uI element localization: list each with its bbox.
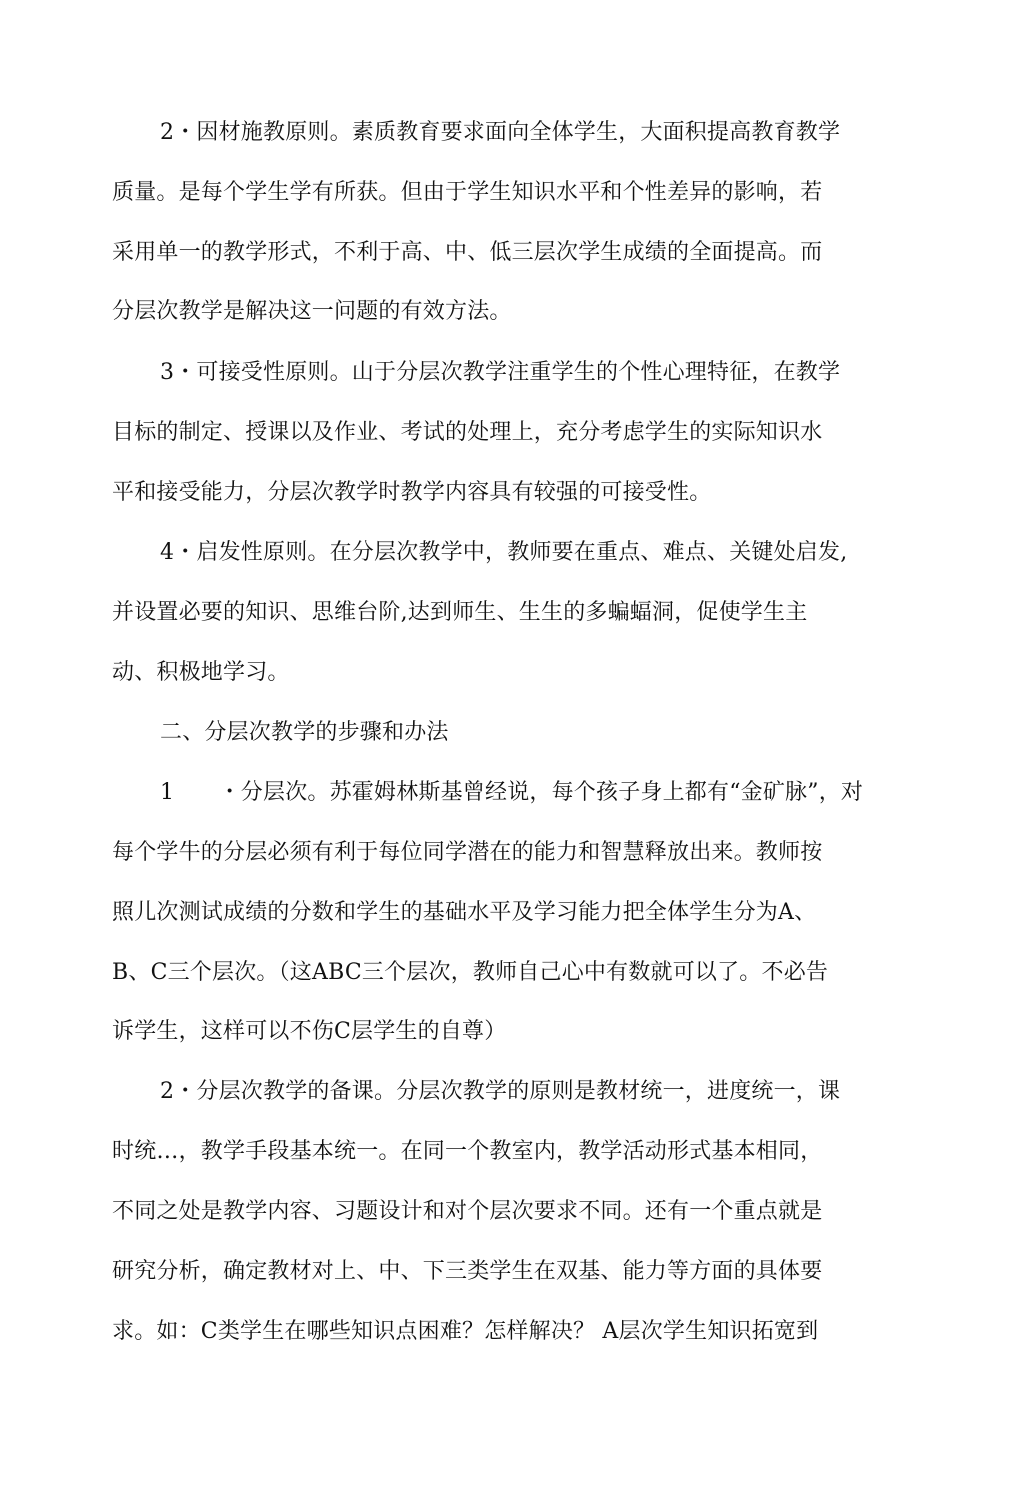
text-line: 目标的制定、授课以及作业、考试的处理上，充分考虑学生的实际知识水 bbox=[112, 420, 823, 445]
text-line: 研究分析，确定教材对上、中、下三类学生在双基、能力等方面的具体要 bbox=[112, 1259, 823, 1284]
text-line: 分层次教学是解决这一问题的有效方法。 bbox=[112, 299, 512, 324]
text-line: 诉学生，这样可以不伤C层学生的自尊） bbox=[112, 1019, 507, 1044]
text-line: 3・可接受性原则。山于分层次教学注重学生的个性心理特征，在教学 bbox=[160, 360, 841, 385]
text-line: 不同之处是教学内容、习题设计和对个层次要求不同。还有一个重点就是 bbox=[112, 1199, 823, 1224]
text-line: 平和接受能力，分层次教学时教学内容具有较强的可接受性。 bbox=[112, 480, 712, 505]
text-line: 照儿次测试成绩的分数和学生的基础水平及学习能力把全体学生分为A、 bbox=[112, 900, 817, 925]
text-line: 动、积极地学习。 bbox=[112, 660, 290, 685]
text-line: 时统…，教学手段基本统一。在同一个教室内，教学活动形式基本相同， bbox=[112, 1139, 823, 1164]
text-line: 2・因材施教原则。素质教育要求面向全体学生，大面积提高教育教学 bbox=[160, 120, 841, 145]
text-line: 每个学牛的分层必须有利于每位同学潜在的能力和智慧释放出来。教师按 bbox=[112, 840, 823, 865]
text-line: 质量。是每个学生学有所获。但由于学生知识水平和个性差异的影响，若 bbox=[112, 180, 823, 205]
text-line: 采用单一的教学形式，不利于高、中、低三层次学生成绩的全面提高。而 bbox=[112, 240, 823, 265]
text-line: 求。如：C类学生在哪些知识点困难？怎样解决？ A层次学生知识拓宽到 bbox=[112, 1319, 819, 1344]
text-line: B、C三个层次。（这ABC三个层次，教师自己心中有数就可以了。不必告 bbox=[112, 960, 829, 985]
text-line: 并设置必要的知识、思维台阶,达到师生、生生的多蝙蝠洞，促使学生主 bbox=[112, 600, 808, 625]
text-line: 2・分层次教学的备课。分层次教学的原则是教材统一，进度统一，课 bbox=[160, 1079, 841, 1104]
text-line: 1 ・分层次。苏霍姆林斯基曾经说，每个孩子身上都有“金矿脉”，对 bbox=[160, 780, 864, 805]
text-line: 4・启发性原则。在分层次教学中，教师要在重点、难点、关键处启发, bbox=[160, 540, 848, 565]
section-heading: 二、分层次教学的步骤和办法 bbox=[160, 720, 449, 745]
